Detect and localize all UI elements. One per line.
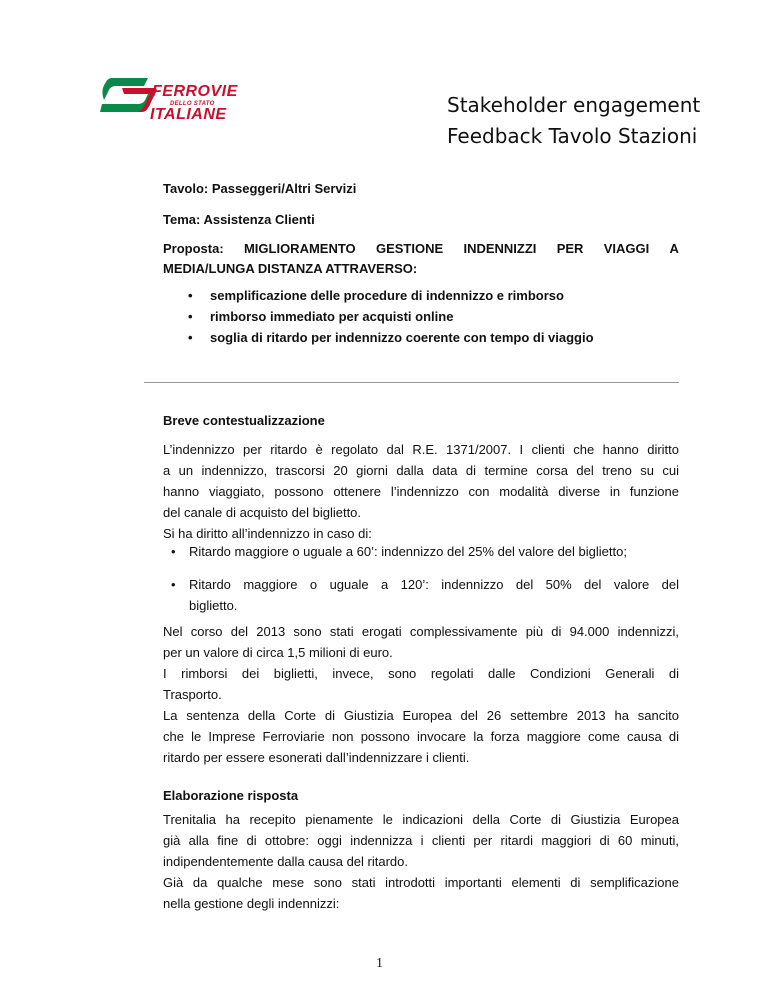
proposal-word: PER — [556, 241, 584, 256]
proposal — [163, 239, 679, 279]
text-line: hanno viaggiato, possono ottenere l’indennizzo con modalità diverse in funzione — [163, 484, 679, 499]
paragraph-elaborazione — [163, 809, 679, 914]
proposal-line2: MEDIA/LUNGA DISTANZA ATTRAVERSO: — [163, 261, 418, 276]
divider — [144, 382, 679, 383]
proposal-bullets — [188, 285, 594, 348]
text-line: L’indennizzo per ritardo è regolato dal R.E. 1371/2007. I clienti che hanno diritto — [163, 442, 679, 457]
list-item: • Ritardo maggiore o uguale a 60’: indennizzo del 25% del valore del biglietto; — [163, 541, 679, 562]
text-line: I rimborsi dei biglietti, invece, sono regolati dalle Condizioni Generali di — [163, 666, 679, 681]
list-item: • soglia di ritardo per indennizzo coerente con tempo di viaggio — [188, 327, 594, 348]
meta-tema: Tema: Assistenza Clienti — [163, 212, 315, 227]
logo-line2: ITALIANE — [150, 106, 227, 123]
text-line: del canale di acquisto del biglietto. — [163, 505, 362, 520]
text-line: biglietto. — [189, 598, 238, 613]
section-heading-elaborazione: Elaborazione risposta — [163, 788, 299, 803]
proposal-word: INDENNIZZI — [463, 241, 537, 256]
title-line2: Feedback Tavolo Stazioni — [447, 124, 698, 148]
section-heading-breve: Breve contestualizzazione — [163, 413, 325, 428]
ferrovie-logo-text — [152, 84, 238, 123]
text-line: La sentenza della Corte di Giustizia Europea del 26 settembre 2013 ha sancito — [163, 708, 679, 723]
list-item: • rimborso immediato per acquisti online — [188, 306, 594, 327]
text-line: che le Imprese Ferroviarie non possono invocare la forza maggiore come causa di — [163, 729, 679, 744]
text-line: indipendentemente dalla causa del ritardo. — [163, 854, 409, 869]
text-line: Si ha diritto all’indennizzo in caso di: — [163, 526, 372, 541]
paragraph-breve-1 — [163, 439, 679, 544]
text-line: ritardo per essere esonerati dall’indennizzare i clienti. — [163, 750, 470, 765]
proposal-word: MIGLIORAMENTO — [243, 241, 356, 256]
list-item: • semplificazione delle procedure di indennizzo e rimborso — [188, 285, 594, 306]
text-line: Trenitalia ha recepito pienamente le indicazioni della Corte di Giustizia Europea — [163, 812, 679, 827]
list-item — [163, 574, 679, 616]
paragraph-breve-2 — [163, 621, 679, 768]
page-number: 1 — [376, 956, 383, 971]
proposal-word: VIAGGI — [603, 241, 650, 256]
text-line: per un valore di circa 1,5 milioni di euro. — [163, 645, 393, 660]
delay-bullets-2 — [163, 574, 679, 616]
text-line: già alla fine di ottobre: oggi indennizza i clienti per ritardi maggiori di 60 minuti, — [163, 833, 679, 848]
logo-line1: FERROVIE — [152, 83, 238, 100]
meta-tavolo: Tavolo: Passeggeri/Altri Servizi — [163, 181, 357, 196]
page-title — [447, 90, 700, 152]
title-line1: Stakeholder engagement — [447, 93, 701, 117]
delay-bullets — [163, 541, 679, 562]
text-line: Trasporto. — [163, 687, 222, 702]
text-line: • Ritardo maggiore o uguale a 120’: indennizzo del 50% del valore del — [189, 577, 679, 592]
text-line: nella gestione degli indennizzi: — [163, 896, 340, 911]
logo-sub: DELLO STATO — [170, 101, 215, 107]
proposal-word: GESTIONE — [375, 241, 444, 256]
proposal-word: A — [669, 241, 679, 256]
text-line: Nel corso del 2013 sono stati erogati complessivamente più di 94.000 indennizzi, — [163, 624, 679, 639]
text-line: Già da qualche mese sono stati introdotti importanti elementi di semplificazione — [163, 875, 679, 890]
proposal-line1 — [163, 239, 679, 259]
proposal-word: Proposta: — [163, 241, 224, 256]
text-line: a un indennizzo, trascorsi 20 giorni dalla data di termine corsa del treno su cui — [163, 463, 679, 478]
